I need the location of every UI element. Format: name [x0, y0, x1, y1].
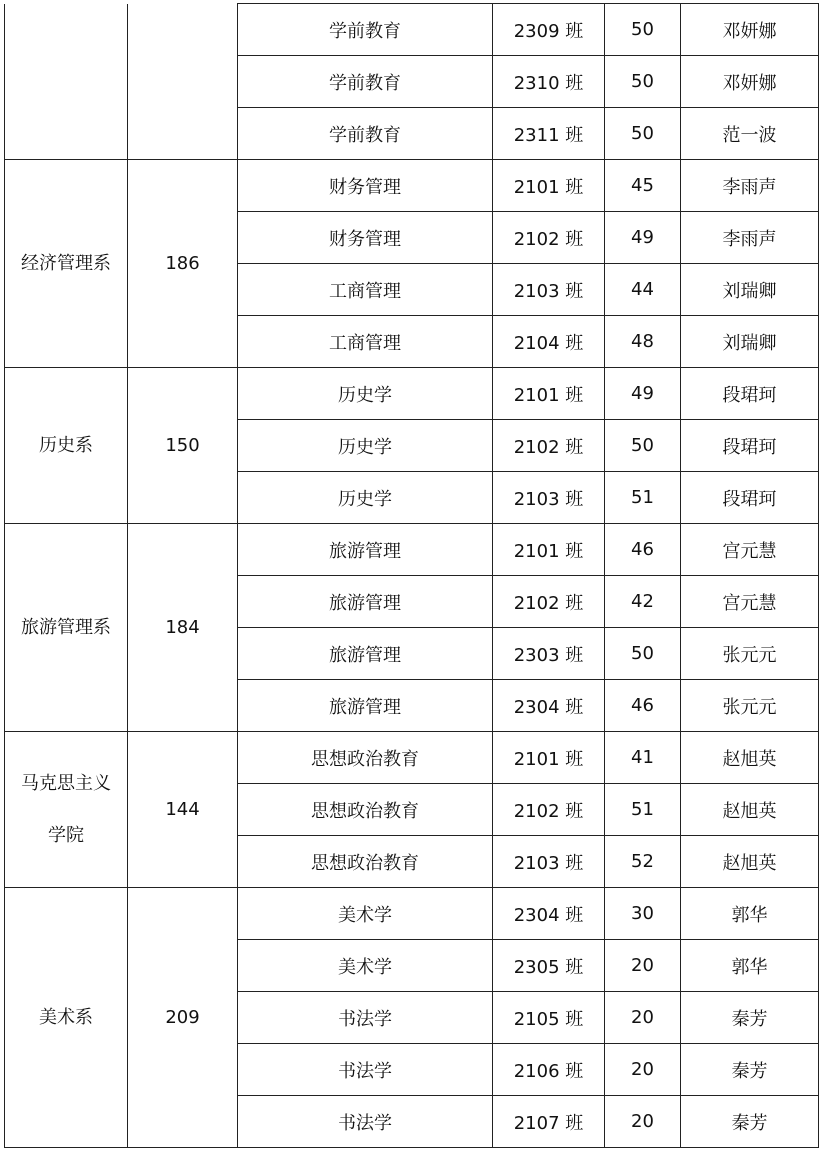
teacher-cell: 秦芳 [681, 992, 819, 1044]
major-cell: 美术学 [238, 940, 493, 992]
major-cell: 书法学 [238, 992, 493, 1044]
major-cell: 历史学 [238, 420, 493, 472]
major-cell: 思想政治教育 [238, 732, 493, 784]
class-cell: 2305 班 [493, 940, 605, 992]
major-cell: 美术学 [238, 888, 493, 940]
major-cell: 历史学 [238, 472, 493, 524]
teacher-cell: 段珺珂 [681, 368, 819, 420]
class-cell: 2102 班 [493, 784, 605, 836]
major-cell: 学前教育 [238, 56, 493, 108]
teacher-cell: 李雨声 [681, 212, 819, 264]
students-cell: 20 [605, 1044, 681, 1096]
students-cell: 30 [605, 888, 681, 940]
class-cell: 2101 班 [493, 368, 605, 420]
class-cell: 2103 班 [493, 836, 605, 888]
department-cell [5, 888, 128, 1148]
students-cell: 45 [605, 160, 681, 212]
department-label: 美术系 [39, 1006, 93, 1028]
class-cell: 2102 班 [493, 576, 605, 628]
students-cell: 51 [605, 784, 681, 836]
class-cell: 2304 班 [493, 680, 605, 732]
class-cell: 2303 班 [493, 628, 605, 680]
teacher-cell: 郭华 [681, 940, 819, 992]
class-cell: 2103 班 [493, 264, 605, 316]
major-cell: 书法学 [238, 1096, 493, 1148]
teacher-cell: 邓妍娜 [681, 4, 819, 56]
department-cell [5, 524, 128, 732]
class-cell: 2102 班 [493, 420, 605, 472]
department-label: 历史系 [39, 434, 93, 456]
department-cell [5, 368, 128, 524]
major-cell: 财务管理 [238, 160, 493, 212]
teacher-cell: 郭华 [681, 888, 819, 940]
teacher-cell: 段珺珂 [681, 420, 819, 472]
class-cell: 2304 班 [493, 888, 605, 940]
table-row [5, 4, 819, 56]
class-cell: 2105 班 [493, 992, 605, 1044]
major-cell: 旅游管理 [238, 680, 493, 732]
class-cell: 2102 班 [493, 212, 605, 264]
students-cell: 52 [605, 836, 681, 888]
students-cell: 50 [605, 4, 681, 56]
students-cell: 50 [605, 56, 681, 108]
teacher-cell: 张元元 [681, 680, 819, 732]
teacher-cell: 李雨声 [681, 160, 819, 212]
major-cell: 财务管理 [238, 212, 493, 264]
teacher-cell: 秦芳 [681, 1044, 819, 1096]
department-count: 186 [128, 160, 238, 368]
class-cell: 2106 班 [493, 1044, 605, 1096]
class-cell: 2103 班 [493, 472, 605, 524]
students-cell: 20 [605, 940, 681, 992]
table-row [5, 368, 819, 420]
teacher-cell: 宫元慧 [681, 576, 819, 628]
students-cell: 49 [605, 212, 681, 264]
table-row [5, 160, 819, 212]
department-cell [5, 4, 128, 160]
class-cell: 2309 班 [493, 4, 605, 56]
students-cell: 51 [605, 472, 681, 524]
major-cell: 思想政治教育 [238, 784, 493, 836]
major-cell: 历史学 [238, 368, 493, 420]
teacher-cell: 赵旭英 [681, 732, 819, 784]
class-cell: 2101 班 [493, 160, 605, 212]
major-cell: 旅游管理 [238, 576, 493, 628]
students-cell: 42 [605, 576, 681, 628]
department-count: 144 [128, 732, 238, 888]
major-cell: 学前教育 [238, 4, 493, 56]
teacher-cell: 张元元 [681, 628, 819, 680]
class-cell: 2104 班 [493, 316, 605, 368]
department-label: 经济管理系 [21, 252, 111, 274]
teacher-cell: 秦芳 [681, 1096, 819, 1148]
department-count: 184 [128, 524, 238, 732]
students-cell: 44 [605, 264, 681, 316]
teacher-cell: 赵旭英 [681, 784, 819, 836]
students-cell: 48 [605, 316, 681, 368]
teacher-cell: 宫元慧 [681, 524, 819, 576]
table-row [5, 732, 819, 784]
teacher-cell: 邓妍娜 [681, 56, 819, 108]
enrollment-table [4, 3, 819, 1148]
major-cell: 书法学 [238, 1044, 493, 1096]
table-row [5, 888, 819, 940]
students-cell: 20 [605, 1096, 681, 1148]
teacher-cell: 段珺珂 [681, 472, 819, 524]
class-cell: 2107 班 [493, 1096, 605, 1148]
department-count: 150 [128, 368, 238, 524]
teacher-cell: 范一波 [681, 108, 819, 160]
class-cell: 2311 班 [493, 108, 605, 160]
students-cell: 20 [605, 992, 681, 1044]
department-cell [5, 732, 128, 888]
students-cell: 46 [605, 680, 681, 732]
students-cell: 46 [605, 524, 681, 576]
students-cell: 50 [605, 420, 681, 472]
class-cell: 2101 班 [493, 524, 605, 576]
department-cell [5, 160, 128, 368]
major-cell: 旅游管理 [238, 524, 493, 576]
teacher-cell: 刘瑞卿 [681, 316, 819, 368]
department-label: 马克思主义学院 [21, 772, 111, 846]
class-cell: 2310 班 [493, 56, 605, 108]
major-cell: 工商管理 [238, 316, 493, 368]
teacher-cell: 刘瑞卿 [681, 264, 819, 316]
major-cell: 旅游管理 [238, 628, 493, 680]
teacher-cell: 赵旭英 [681, 836, 819, 888]
major-cell: 工商管理 [238, 264, 493, 316]
students-cell: 49 [605, 368, 681, 420]
students-cell: 50 [605, 628, 681, 680]
students-cell: 41 [605, 732, 681, 784]
department-label: 旅游管理系 [21, 616, 111, 638]
major-cell: 学前教育 [238, 108, 493, 160]
department-count: 209 [128, 888, 238, 1148]
table-row [5, 524, 819, 576]
class-cell: 2101 班 [493, 732, 605, 784]
department-count [128, 4, 238, 160]
major-cell: 思想政治教育 [238, 836, 493, 888]
students-cell: 50 [605, 108, 681, 160]
